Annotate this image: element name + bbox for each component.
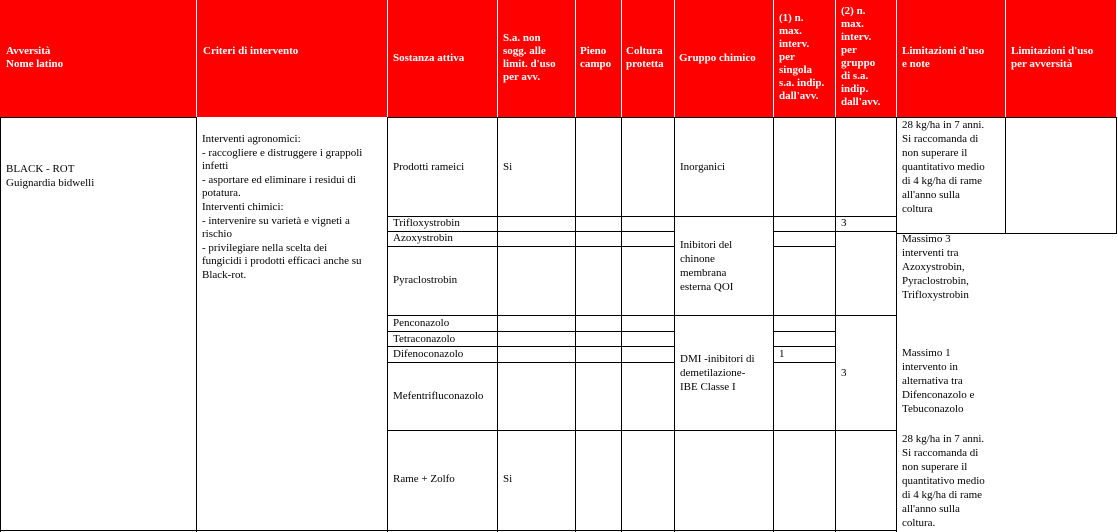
group-inorganici: Inorganici [680,161,726,173]
note-dmi: Massimo 1 intervento in alternativa tra Difenconazolo e Tebuconazolo [902,347,975,415]
header-sostanza: Sostanza attiva [393,52,465,64]
header-max-singola: (1) n. max. interv. per singola s.a. indip. dall'avv. [779,12,825,102]
group-dmi: DMI -inibitori di demetilazione- IBE Classe I [680,353,755,393]
header-avversita: Avversità Nome latino [6,45,64,70]
disease-latin-name: Guignardia bidwelli [6,177,95,189]
substance-penconazolo: Penconazolo [393,317,450,329]
table-header [0,0,1116,117]
header-criteri: Criteri di intervento [203,45,299,57]
max-gruppo-dmi: 3 [841,367,847,379]
note-qoi: Massimo 3 interventi tra Azoxystrobin, Pyraclostrobin, Trifloxystrobin [902,233,969,301]
group-qoi: Inibitori del chinone membrana esterna QOI [680,239,734,293]
sa-non-sogg-rame-zolfo: Si [503,473,513,485]
sa-non-sogg-rameici: Si [503,161,513,173]
header-sa-non-sogg: S.a. non sogg. alle limit. d'uso per avv. [503,32,556,83]
header-coltura-protetta: Coltura protetta [626,45,664,70]
substance-prodotti-rameici: Prodotti rameici [393,161,465,173]
max-singola-difenoconazolo: 1 [779,348,785,360]
substance-azoxystrobin: Azoxystrobin [393,232,453,244]
substance-mefentrifluconazolo: Mefentrifluconazolo [393,390,484,402]
substance-pyraclostrobin: Pyraclostrobin [393,274,458,286]
disease-name: BLACK - ROT [6,163,75,175]
header-limitazioni-uso: Limitazioni d'uso e note [902,45,985,70]
header-gruppo-chimico: Gruppo chimico [679,52,756,64]
substance-tetraconazolo: Tetraconazolo [393,333,456,345]
criteri-text: Interventi agronomici: - raccogliere e distruggere i grappoli infetti - asportare ed eliminare i residui di potatura. Interventi chimici: - intervenire su varietà e vigneti a rischio - privilegiare nella scelta dei fungicidi i prodotti efficaci anche su Black-rot. [202,133,363,281]
note-rame-zolfo: 28 kg/ha in 7 anni. Si raccomanda di non superare il quantitativo medio di 4 kg/ha di rame all'anno sulla coltura. [902,433,985,529]
header-limitazioni-avversita: Limitazioni d'uso per avversità [1011,45,1094,70]
max-gruppo-qoi: 3 [841,217,847,229]
header-pieno-campo: Pieno campo [580,45,612,70]
substance-difenoconazolo: Difenoconazolo [393,348,464,360]
header-max-gruppo: (2) n. max. interv. per gruppo di s.a. indip. dall'avv. [841,5,881,108]
substance-trifloxystrobin: Trifloxystrobin [393,217,460,229]
substance-rame-zolfo: Rame + Zolfo [393,473,455,485]
note-rameici: 28 kg/ha in 7 anni. Si raccomanda di non superare il quantitativo medio di 4 kg/ha di rame all'anno sulla coltura [902,119,985,215]
